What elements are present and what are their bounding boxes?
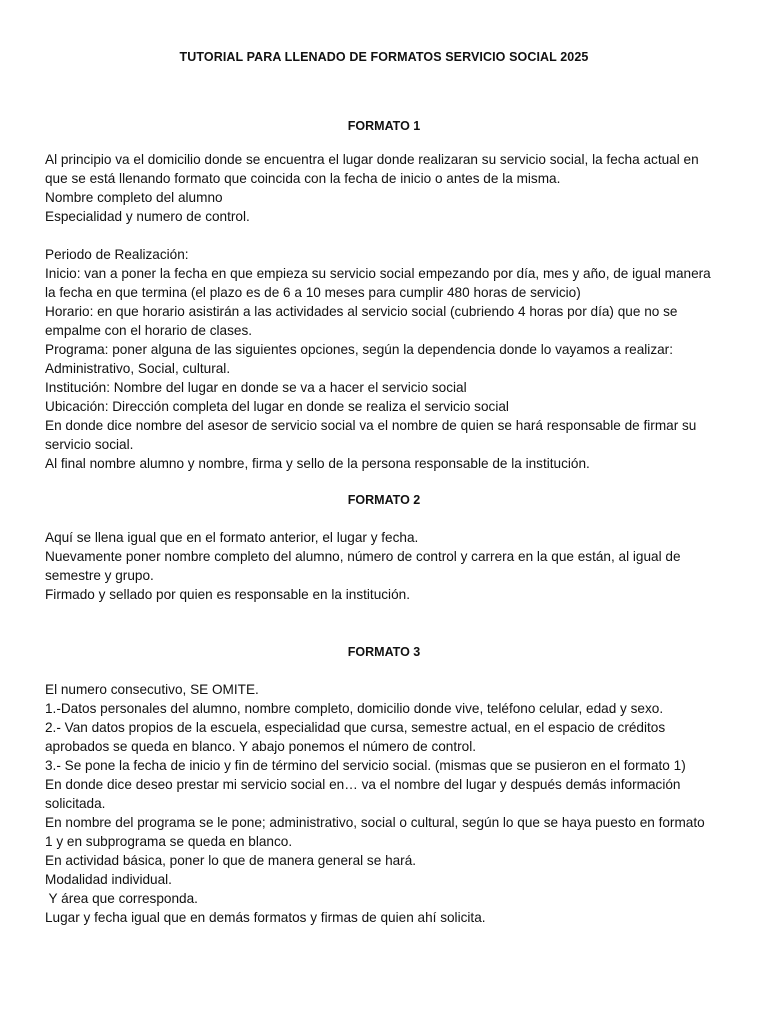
paragraph-line: empalme con el horario de clases. [45, 323, 253, 338]
paragraph-line: En nombre del programa se le pone; administrativo, social o cultural, según lo que se haya puesto en formato [45, 815, 705, 830]
paragraph-line: Modalidad individual. [45, 872, 172, 887]
paragraph-line: Ubicación: Dirección completa del lugar en donde se realiza el servicio social [45, 399, 509, 414]
paragraph-line: En actividad básica, poner lo que de manera general se hará. [45, 853, 417, 868]
paragraph-line: semestre y grupo. [45, 568, 154, 583]
section-heading-formato-1: FORMATO 1 [347, 119, 421, 133]
paragraph-line: Administrativo, Social, cultural. [45, 361, 231, 376]
paragraph-line: En donde dice nombre del asesor de servicio social va el nombre de quien se hará responsable de firmar su [45, 418, 697, 433]
section-body-formato-2 [45, 528, 725, 604]
paragraph-line: servicio social. [45, 437, 134, 452]
paragraph-line: Programa: poner alguna de las siguientes opciones, según la dependencia donde lo vayamos a realizar: [45, 342, 673, 357]
paragraph-line: 3.- Se pone la fecha de inicio y fin de término del servicio social. (mismas que se pusieron en el formato 1) [45, 758, 686, 773]
paragraph-line: Horario: en que horario asistirán a las actividades al servicio social (cubriendo 4 horas por día) que no se [45, 304, 678, 319]
section-heading-formato-2: FORMATO 2 [347, 493, 421, 507]
paragraph-line: Al principio va el domicilio donde se encuentra el lugar donde realizaran su servicio social, la fecha actual en [45, 152, 699, 167]
document-title: TUTORIAL PARA LLENADO DE FORMATOS SERVICIO SOCIAL 2025 [179, 50, 589, 64]
paragraph-line: Aquí se llena igual que en el formato anterior, el lugar y fecha. [45, 530, 419, 545]
paragraph-line: aprobados se queda en blanco. Y abajo ponemos el número de control. [45, 739, 477, 754]
paragraph-line: Especialidad y numero de control. [45, 209, 250, 224]
paragraph-line: Lugar y fecha igual que en demás formatos y firmas de quien ahí solicita. [45, 910, 486, 925]
section-heading-formato-3: FORMATO 3 [347, 645, 421, 659]
paragraph-line: Firmado y sellado por quien es responsable en la institución. [45, 587, 410, 602]
paragraph-line: Nombre completo del alumno [45, 190, 223, 205]
paragraph-line: Y área que corresponda. [45, 891, 198, 906]
section-body-formato-1 [45, 150, 725, 473]
paragraph-line: Inicio: van a poner la fecha en que empieza su servicio social empezando por día, mes y año, de igual manera [45, 266, 711, 281]
paragraph-line: solicitada. [45, 796, 106, 811]
paragraph-line: 1 y en subprograma se queda en blanco. [45, 834, 293, 849]
paragraph-line: Periodo de Realización: [45, 247, 189, 262]
paragraph-line: Al final nombre alumno y nombre, firma y sello de la persona responsable de la institución. [45, 456, 590, 471]
paragraph-line: que se está llenando formato que coincida con la fecha de inicio o antes de la misma. [45, 171, 561, 186]
paragraph-line: la fecha en que termina (el plazo es de 6 a 10 meses para cumplir 480 horas de servicio) [45, 285, 581, 300]
paragraph-line: El numero consecutivo, SE OMITE. [45, 682, 259, 697]
paragraph-line: Nuevamente poner nombre completo del alumno, número de control y carrera en la que están, al igual de [45, 549, 681, 564]
section-body-formato-3 [45, 680, 725, 927]
paragraph-line: 2.- Van datos propios de la escuela, especialidad que cursa, semestre actual, en el espacio de créditos [45, 720, 666, 735]
paragraph-line: 1.-Datos personales del alumno, nombre completo, domicilio donde vive, teléfono celular, edad y sexo. [45, 701, 664, 716]
paragraph-line: Institución: Nombre del lugar en donde se va a hacer el servicio social [45, 380, 467, 395]
blank-line [45, 226, 725, 245]
paragraph-line: En donde dice deseo prestar mi servicio social en… va el nombre del lugar y después demás información [45, 777, 681, 792]
